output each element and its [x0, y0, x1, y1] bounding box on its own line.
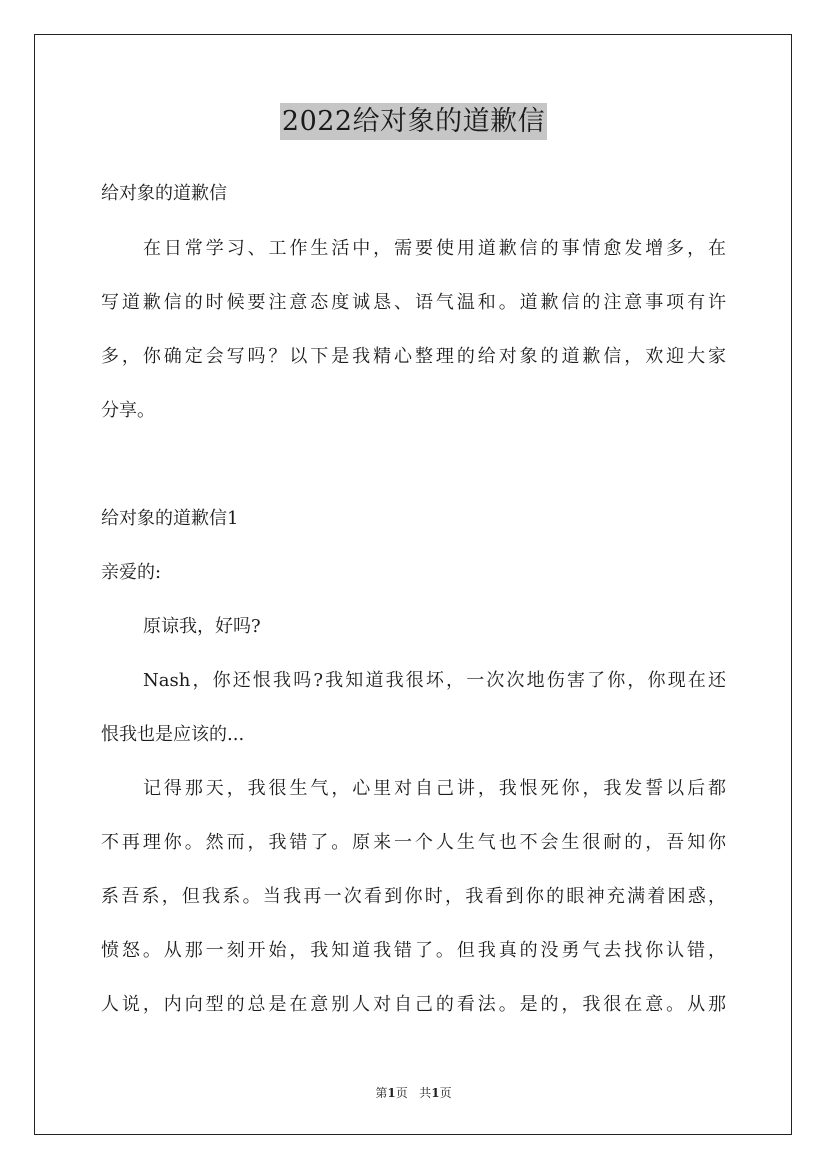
salutation: 亲爱的: [101, 562, 162, 583]
intro-line-2: 写道歉信的时候要注意态度诚恳、语气温和。道歉信的注意事项有许 [101, 292, 726, 313]
intro-line-4: 分享。 [101, 400, 155, 421]
total-pages: 1 [431, 1086, 440, 1100]
body-line-8: 人说，内向型的总是在意别人对自己的看法。是的，我很在意。从那 [101, 994, 726, 1015]
page-label-post: 页 [395, 1086, 408, 1100]
intro-line-1: 在日常学习、工作生活中，需要使用道歉信的事情愈发增多，在 [143, 238, 726, 259]
intro-line-3: 多，你确定会写吗？以下是我精心整理的给对象的道歉信，欢迎大家 [101, 346, 726, 367]
title-container [0, 103, 827, 140]
body-line-7: 愤怒。从那一刻开始，我知道我错了。但我真的没勇气去找你认错， [101, 940, 726, 961]
body-line-2: Nash，你还恨我吗?我知道我很坏，一次次地伤害了你，你现在还 [143, 670, 726, 691]
body-line-4: 记得那天，我很生气，心里对自己讲，我恨死你，我发誓以后都 [143, 778, 726, 799]
page-footer [0, 1084, 827, 1101]
page-label-pre: 第 [375, 1086, 388, 1100]
section-heading: 给对象的道歉信1 [101, 508, 239, 529]
body-line-1: 原谅我，好吗? [143, 616, 261, 637]
total-label-post: 页 [439, 1086, 452, 1100]
body-line-6: 系吾系，但我系。当我再一次看到你时，我看到你的眼神充满着困惑， [101, 886, 726, 907]
document-title: 2022给对象的道歉信 [280, 103, 547, 140]
page-number: 1 [387, 1086, 396, 1100]
body-line-3: 恨我也是应该的... [101, 724, 245, 745]
document-subtitle: 给对象的道歉信 [101, 183, 227, 204]
total-label-pre: 共 [419, 1086, 432, 1100]
body-line-5: 不再理你。然而，我错了。原来一个人生气也不会生很耐的，吾知你 [101, 832, 726, 853]
